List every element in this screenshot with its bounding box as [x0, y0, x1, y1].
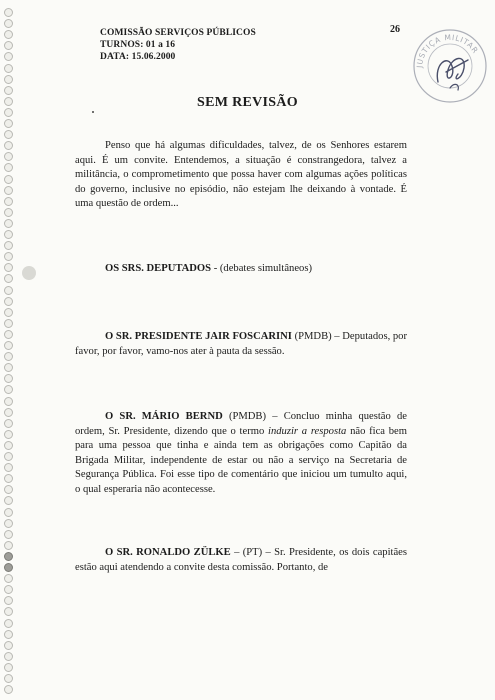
perforation-hole	[4, 685, 13, 694]
document-title: SEM REVISÃO	[197, 95, 298, 110]
perforation-hole	[4, 230, 13, 239]
perforation-strip	[2, 8, 14, 698]
perforation-hole	[4, 397, 13, 406]
paragraph-1	[75, 139, 407, 212]
paragraph-ronaldo-zulke	[75, 546, 407, 575]
paragraph-deputados-text: - (debates simultâneos)	[211, 263, 312, 274]
perforation-hole	[4, 163, 13, 172]
perforation-hole	[4, 208, 13, 217]
paragraph-ronaldo-text: – (PT) – Sr. Presidente, os dois capitães estão aqui atendendo a convite desta comissão. Portanto, de	[75, 547, 407, 573]
perforation-hole	[4, 175, 13, 184]
perforation-hole	[4, 75, 13, 84]
perforation-hole	[4, 419, 13, 428]
perforation-hole	[4, 596, 13, 605]
ink-dot	[92, 111, 94, 113]
perforation-hole	[4, 408, 13, 417]
perforation-hole	[4, 341, 13, 350]
perforation-hole	[4, 141, 13, 150]
perforation-hole	[4, 441, 13, 450]
perforation-hole	[4, 485, 13, 494]
perforation-hole	[4, 463, 13, 472]
perforation-hole	[4, 130, 13, 139]
perforation-hole	[4, 430, 13, 439]
paragraph-mario-bernd	[75, 410, 407, 498]
perforation-hole	[4, 607, 13, 616]
perforation-hole	[4, 496, 13, 505]
perforation-hole	[4, 508, 13, 517]
perforation-hole	[4, 663, 13, 672]
perforation-hole	[4, 19, 13, 28]
perforation-hole	[4, 219, 13, 228]
perforation-hole	[4, 252, 13, 261]
perforation-hole	[4, 474, 13, 483]
perforation-hole	[4, 385, 13, 394]
perforation-hole	[4, 41, 13, 50]
perforation-hole	[4, 374, 13, 383]
perforation-hole	[4, 286, 13, 295]
perforation-hole	[4, 452, 13, 461]
speaker-presidente: O SR. PRESIDENTE JAIR FOSCARINI	[105, 331, 292, 342]
perforation-hole	[4, 64, 13, 73]
perforation-hole	[4, 308, 13, 317]
perforation-hole	[4, 363, 13, 372]
perforation-hole	[4, 186, 13, 195]
paragraph-mario-italic: induzir a resposta	[268, 425, 347, 437]
perforation-hole	[4, 563, 13, 572]
perforation-hole	[4, 330, 13, 339]
speaker-ronaldo-zulke: O SR. RONALDO ZÜLKE	[105, 547, 231, 558]
perforation-hole	[4, 519, 13, 528]
page-number: 26	[390, 24, 400, 35]
perforation-hole	[4, 530, 13, 539]
perforation-hole	[4, 52, 13, 61]
perforation-hole	[4, 297, 13, 306]
perforation-hole	[4, 630, 13, 639]
perforation-hole	[4, 263, 13, 272]
perforation-hole	[4, 641, 13, 650]
perforation-hole	[4, 652, 13, 661]
speaker-deputados: OS SRS. DEPUTADOS	[105, 263, 212, 274]
svg-text:JUSTIÇA MILITAR: JUSTIÇA MILITAR	[414, 32, 481, 69]
paragraph-mario-text-a: (PMDB) – Concluo minha questão de ordem, Sr. Presidente, dizendo que o termo	[75, 411, 407, 437]
paragraph-presidente	[75, 330, 407, 359]
perforation-hole	[4, 197, 13, 206]
perforation-hole	[4, 585, 13, 594]
perforation-hole	[4, 619, 13, 628]
header-commission: COMISSÃO SERVIÇOS PÚBLICOS	[100, 28, 256, 38]
header-date: DATA: 15.06.2000	[100, 52, 176, 62]
paragraph-mario-text-b: não fica bem para uma pessoa que tinha e ainda tem as obrigações como Capitão da Brigada Militar, independente de estar ou não a serviço na Secretaria de Segurança Pública. Foi esse tipo de comentário que iniciou um tumulto aqui, o qual esperaria não acontecesse.	[75, 425, 407, 495]
perforation-hole	[4, 152, 13, 161]
perforation-hole	[4, 319, 13, 328]
paper-smudge	[22, 266, 36, 280]
perforation-hole	[4, 541, 13, 550]
perforation-hole	[4, 119, 13, 128]
paragraph-deputados	[75, 262, 407, 277]
perforation-hole	[4, 552, 13, 561]
document-header	[100, 27, 256, 63]
header-shifts: TURNOS: 01 a 16	[100, 40, 176, 50]
perforation-hole	[4, 674, 13, 683]
paragraph-presidente-text: (PMDB) – Deputados, por favor, por favor, vamo-nos ater à pauta da sessão.	[75, 331, 407, 357]
perforation-hole	[4, 8, 13, 17]
perforation-hole	[4, 274, 13, 283]
perforation-hole	[4, 574, 13, 583]
perforation-hole	[4, 30, 13, 39]
perforation-hole	[4, 352, 13, 361]
speaker-mario-bernd: O SR. MÁRIO BERND	[105, 411, 223, 422]
paragraph-1-text: Penso que há algumas dificuldades, talvez, de os Senhores estarem aqui. É um convite. Entendemos, a situação é constrangedora, talvez a militância, o comprometimento que possa haver com algumas ações políticas do governo, inclusive no episódio, não estejam lhe deixando à vontade. É uma questão de ordem...	[75, 140, 407, 210]
perforation-hole	[4, 241, 13, 250]
perforation-hole	[4, 86, 13, 95]
